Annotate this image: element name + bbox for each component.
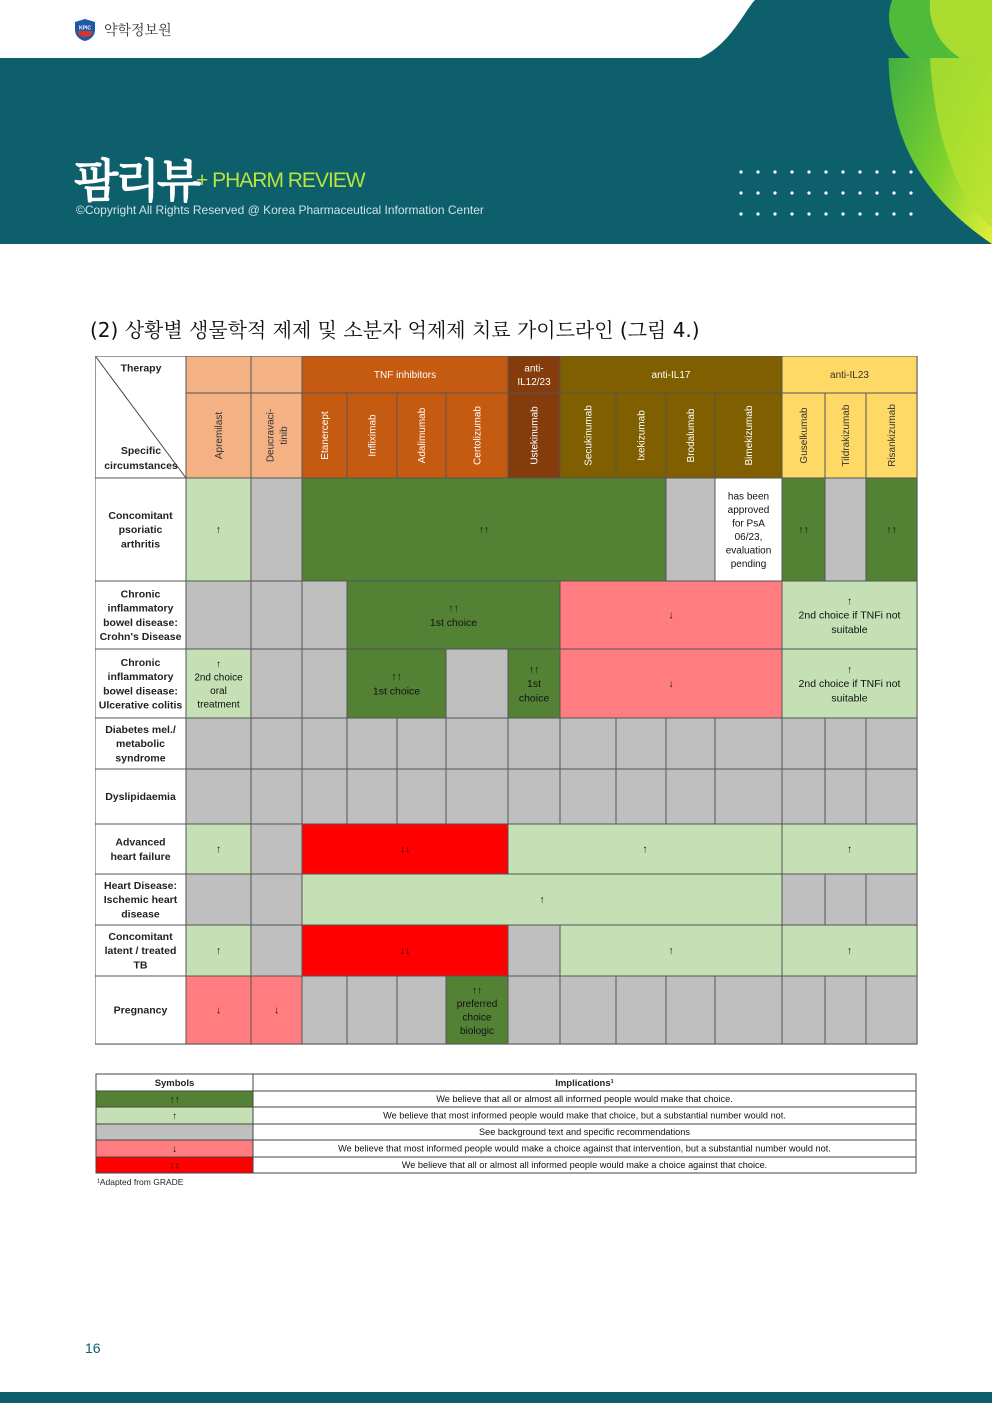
group-header-label: anti-IL17 xyxy=(651,370,691,381)
dot xyxy=(858,212,861,215)
row-label: Chronic inflammatory bowel disease: Ulcerative colitis xyxy=(98,656,183,712)
page-subtitle: + PHARM REVIEW xyxy=(196,169,365,192)
table-cell xyxy=(715,976,782,1044)
table-cell xyxy=(560,976,616,1044)
table-cell xyxy=(508,925,560,976)
dot xyxy=(790,191,793,194)
drug-header-label-group xyxy=(368,414,379,457)
cell-value: ↑↑ 1st choice xyxy=(429,602,478,629)
table-cell xyxy=(302,718,347,769)
dot xyxy=(824,170,827,173)
dot xyxy=(858,170,861,173)
legend-implication: We believe that all or almost all informed people would make that choice. xyxy=(436,1094,733,1105)
table-cell xyxy=(825,874,866,925)
drug-header-label-group xyxy=(473,406,484,465)
table-cell xyxy=(251,925,302,976)
legend-table xyxy=(95,1072,919,1192)
dot xyxy=(909,170,912,173)
corner-circumstances-label: Specific circumstances xyxy=(104,445,178,472)
drug-name: Bimekizumab xyxy=(744,405,755,466)
cell-value: ↑ xyxy=(668,945,674,958)
table-cell xyxy=(560,769,616,824)
cell-value: ↑↑ 1st choice xyxy=(518,664,550,705)
table-cell xyxy=(508,718,560,769)
drug-header-label-group xyxy=(799,407,810,464)
cell-value: ↑↑ xyxy=(886,524,897,537)
table-cell xyxy=(302,769,347,824)
logo-lettering: KPIC xyxy=(79,25,91,32)
cell-value: ↓↓ xyxy=(399,945,411,958)
drug-name: Ixekizumab xyxy=(636,410,648,461)
table-cell xyxy=(782,874,825,925)
group-header-label: anti-IL23 xyxy=(830,370,869,381)
dot xyxy=(841,170,844,173)
table-cell xyxy=(251,718,302,769)
table-cell xyxy=(782,976,825,1044)
group-header-label: anti-IL12/23 xyxy=(517,363,551,388)
table-cell xyxy=(866,976,917,1044)
cell-value: ↑↑ xyxy=(798,524,809,537)
dot xyxy=(875,212,878,215)
drug-header-label-group xyxy=(214,412,225,459)
table-cell xyxy=(251,874,302,925)
table-cell xyxy=(666,769,715,824)
dot xyxy=(773,191,776,194)
guideline-figure xyxy=(95,356,919,1187)
page-title: 팜리뷰 xyxy=(74,154,199,208)
table-cell xyxy=(715,769,782,824)
guideline-table xyxy=(95,356,919,1046)
drug-header-label-group xyxy=(417,407,428,463)
table-cell xyxy=(666,976,715,1044)
table-cell xyxy=(251,478,302,581)
drug-header-label-group xyxy=(320,411,331,460)
cell-value: has been approved for PsA 06/23, evaluation pending xyxy=(725,491,772,570)
drug-header-label-group xyxy=(841,404,852,466)
table-cell xyxy=(866,874,917,925)
dot xyxy=(773,212,776,215)
drug-name: Etanercept xyxy=(320,411,331,460)
cell-value: ↑ xyxy=(215,843,222,856)
cell-value: ↑ xyxy=(846,843,853,856)
cell-value: ↑ xyxy=(642,843,648,856)
dot xyxy=(858,191,861,194)
row-label: Dyslipidaemia xyxy=(105,791,176,804)
table-cell xyxy=(397,718,446,769)
cell-value: ↑ 2nd choice if TNFi not suitable xyxy=(798,664,901,705)
table-cell xyxy=(715,718,782,769)
table-cell xyxy=(825,976,866,1044)
row-label-cell xyxy=(95,824,186,874)
cell-value: ↑↑ 1st choice xyxy=(372,671,421,698)
dot xyxy=(824,212,827,215)
dot xyxy=(790,170,793,173)
legend-implication: See background text and specific recommendations xyxy=(479,1127,690,1138)
cell-value: ↑ xyxy=(539,894,545,907)
drug-name: Deucravaci- tinib xyxy=(265,408,290,463)
dot xyxy=(892,212,895,215)
table-cell xyxy=(866,718,917,769)
row-label: Concomitant latent / treated TB xyxy=(104,931,177,972)
cell-value: ↓ xyxy=(668,609,674,622)
table-cell xyxy=(508,769,560,824)
legend-symbol: ↓ xyxy=(172,1144,177,1155)
row-label: Advanced heart failure xyxy=(110,836,171,863)
drug-name: Apremilast xyxy=(214,411,225,460)
drug-header-label-group xyxy=(887,404,898,467)
table-cell xyxy=(251,649,302,718)
dot xyxy=(807,170,810,173)
table-cell xyxy=(666,718,715,769)
dot xyxy=(807,212,810,215)
row-label: Concomitant psoriatic arthritis xyxy=(108,510,173,551)
cell-value: ↓ xyxy=(215,1004,222,1017)
group-header-cell xyxy=(251,356,302,393)
table-cell xyxy=(347,976,397,1044)
legend-implications-header: Implications¹ xyxy=(555,1077,614,1089)
table-cell xyxy=(251,824,302,874)
dot-pattern xyxy=(735,164,935,234)
corner-therapy-label: Therapy xyxy=(120,362,162,375)
footer-bar xyxy=(0,1392,992,1403)
dot xyxy=(909,191,912,194)
dot xyxy=(807,191,810,194)
row-label: Chronic inflammatory bowel disease: Crohn's Disease xyxy=(99,588,182,643)
dot xyxy=(739,170,742,173)
table-cell xyxy=(186,769,251,824)
dot xyxy=(790,212,793,215)
row-label: Pregnancy xyxy=(113,1004,168,1017)
legend-symbol: ↓↓ xyxy=(169,1160,180,1172)
cell-value: ↓ xyxy=(668,678,674,691)
table-cell xyxy=(186,718,251,769)
legend-symbol: ↑↑ xyxy=(169,1094,180,1106)
cell-value: ↓ xyxy=(273,1004,280,1017)
drug-name: Risankizumab xyxy=(887,404,898,467)
table-cell xyxy=(302,976,347,1044)
cell-value: ↑ 2nd choice if TNFi not suitable xyxy=(798,595,901,636)
drug-header-label-group xyxy=(686,408,697,462)
table-cell xyxy=(782,718,825,769)
page-number: 16 xyxy=(85,1340,101,1356)
table-cell xyxy=(446,649,508,718)
group-header-label: TNF inhibitors xyxy=(373,370,437,381)
table-cell xyxy=(302,581,347,649)
copyright-notice: ©Copyright All Rights Reserved @ Korea Pharmaceutical Information Center xyxy=(76,203,484,217)
table-cell xyxy=(508,976,560,1044)
table-cell xyxy=(347,649,446,718)
dot xyxy=(892,170,895,173)
cell-value: ↑ xyxy=(846,945,853,958)
table-cell xyxy=(251,769,302,824)
legend-symbols-header: Symbols xyxy=(154,1077,195,1089)
table-cell xyxy=(347,718,397,769)
drug-name: Infliximab xyxy=(367,414,379,457)
table-cell xyxy=(560,718,616,769)
legend-implication: We believe that most informed people would make a choice against that intervention, but a substantial number would not. xyxy=(338,1143,831,1154)
table-cell xyxy=(866,769,917,824)
dot xyxy=(841,212,844,215)
legend-implication: We believe that most informed people would make that choice, but a substantial number would not. xyxy=(383,1110,786,1121)
legend-footnote: ¹Adapted from GRADE xyxy=(97,1177,184,1187)
drug-name: Ustekinumab xyxy=(529,406,541,465)
row-label: Diabetes mel./ metabolic syndrome xyxy=(105,724,176,765)
drug-header-label-group xyxy=(530,406,541,465)
table-cell xyxy=(347,581,560,649)
dot xyxy=(739,212,742,215)
drug-name: Tildrakizumab xyxy=(841,404,852,467)
dot xyxy=(909,212,912,215)
drug-header-cell xyxy=(251,393,302,478)
drug-header-label-group xyxy=(637,410,648,461)
table-cell xyxy=(302,649,347,718)
drug-name: Adalimumab xyxy=(417,407,428,464)
drug-name: Guselkumab xyxy=(799,407,810,464)
legend-symbol: ↑ xyxy=(172,1111,177,1122)
table-cell xyxy=(446,718,508,769)
drug-name: Certolizumab xyxy=(472,406,484,465)
dot xyxy=(824,191,827,194)
org-logo xyxy=(74,18,172,42)
cell-value: ↑ xyxy=(215,945,222,958)
cell-value: ↑↑ preferred choice biologic xyxy=(456,985,498,1037)
group-header-cell xyxy=(186,356,251,393)
dot xyxy=(756,191,759,194)
row-label: Heart Disease: Ischemic heart disease xyxy=(103,880,178,921)
table-cell xyxy=(616,769,666,824)
drug-header-label-group xyxy=(744,405,755,465)
table-cell xyxy=(825,718,866,769)
dot xyxy=(875,170,878,173)
drug-header-label-group xyxy=(584,405,595,466)
table-cell xyxy=(446,769,508,824)
table-cell xyxy=(347,769,397,824)
table-cell xyxy=(186,874,251,925)
dot xyxy=(739,191,742,194)
cell-value: ↑ xyxy=(215,524,222,537)
drug-name: Brodalumab xyxy=(686,408,697,463)
table-cell xyxy=(825,478,866,581)
org-name: 약학정보원 xyxy=(104,23,172,39)
table-cell xyxy=(397,976,446,1044)
table-cell xyxy=(186,581,251,649)
dot xyxy=(892,191,895,194)
table-cell xyxy=(825,769,866,824)
legend-symbol-cell xyxy=(96,1124,253,1140)
dot xyxy=(756,212,759,215)
table-cell xyxy=(251,581,302,649)
table-cell xyxy=(782,769,825,824)
legend-implication: We believe that all or almost all informed people would make a choice against that choice. xyxy=(401,1160,768,1171)
drug-name: Secukinumab xyxy=(583,405,595,466)
cell-value: ↑ 2nd choice oral treatment xyxy=(194,658,243,711)
cell-value: ↑↑ xyxy=(478,524,490,537)
table-cell xyxy=(666,478,715,581)
cell-value: ↓↓ xyxy=(399,843,411,856)
dot xyxy=(841,191,844,194)
dot xyxy=(756,170,759,173)
section-heading: (2) 상황별 생물학적 제제 및 소분자 억제제 치료 가이드라인 (그림 4.) xyxy=(90,318,700,342)
dot xyxy=(773,170,776,173)
shield-logo-icon xyxy=(74,18,96,42)
table-cell xyxy=(397,769,446,824)
dot xyxy=(875,191,878,194)
table-cell xyxy=(616,976,666,1044)
table-cell xyxy=(616,718,666,769)
banner-top-curve xyxy=(700,0,992,58)
